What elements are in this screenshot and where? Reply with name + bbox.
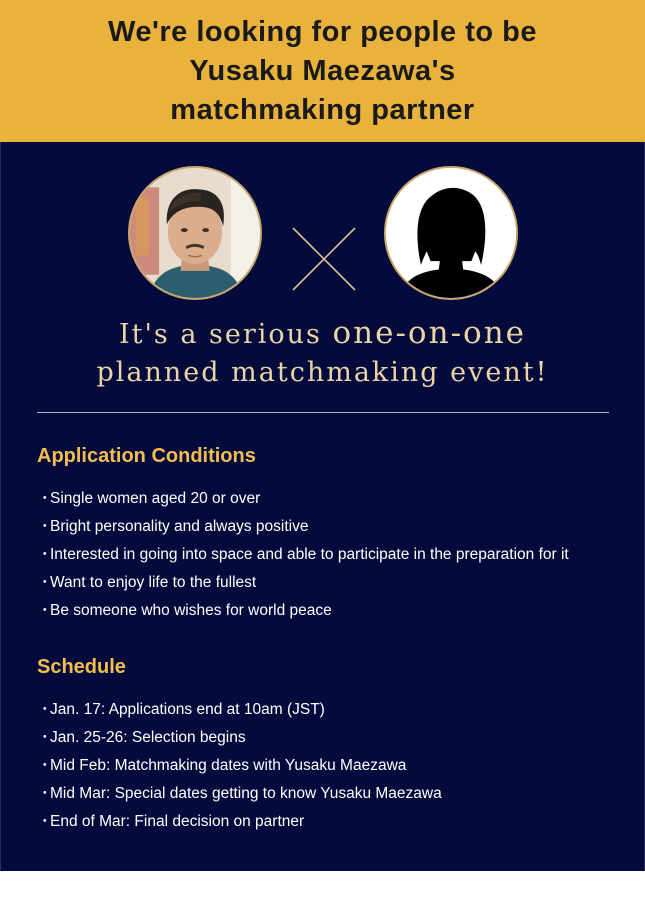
cross-x-icon [291,226,357,292]
woman-silhouette-portrait [384,166,518,300]
schedule-list [37,696,442,836]
title-line-1: We're looking for people to be [107,15,537,48]
list-item: ・End of Mar: Final decision on partner [37,813,305,830]
tagline-prefix: It's a serious [118,319,333,350]
list-item: ・Be someone who wishes for world peace [37,602,332,619]
woman-silhouette-icon [386,168,516,298]
divider [37,412,609,413]
conditions-list [37,485,569,625]
man-portrait-icon [130,168,260,298]
list-item: ・Mid Feb: Matchmaking dates with Yusaku Maezawa [37,757,407,774]
title-line-2: Yusaku Maezawa's [189,54,456,87]
list-item: ・Jan. 25-26: Selection begins [37,729,246,746]
man-portrait-photo [128,166,262,300]
header-banner [0,0,645,142]
list-item: ・Bright personality and always positive [37,518,309,535]
portraits-row [1,166,644,306]
schedule-title: Schedule [37,656,126,678]
list-item: ・Jan. 17: Applications end at 10am (JST) [37,701,325,718]
tagline [1,314,644,392]
list-item: ・Single women aged 20 or over [37,490,261,507]
list-item: ・Mid Mar: Special dates getting to know Yusaku Maezawa [37,785,442,802]
conditions-title: Application Conditions [37,445,256,467]
tagline-line-2: planned matchmaking event! [96,357,549,388]
list-item: ・Interested in going into space and able to participate in the preparation for it [37,546,569,563]
tagline-line-1 [1,314,644,354]
list-item: ・Want to enjoy life to the fullest [37,574,257,591]
tagline-emphasis: one-on-one [332,315,527,351]
content-panel [0,142,645,871]
title-line-3: matchmaking partner [170,93,475,126]
page-title [23,13,623,130]
